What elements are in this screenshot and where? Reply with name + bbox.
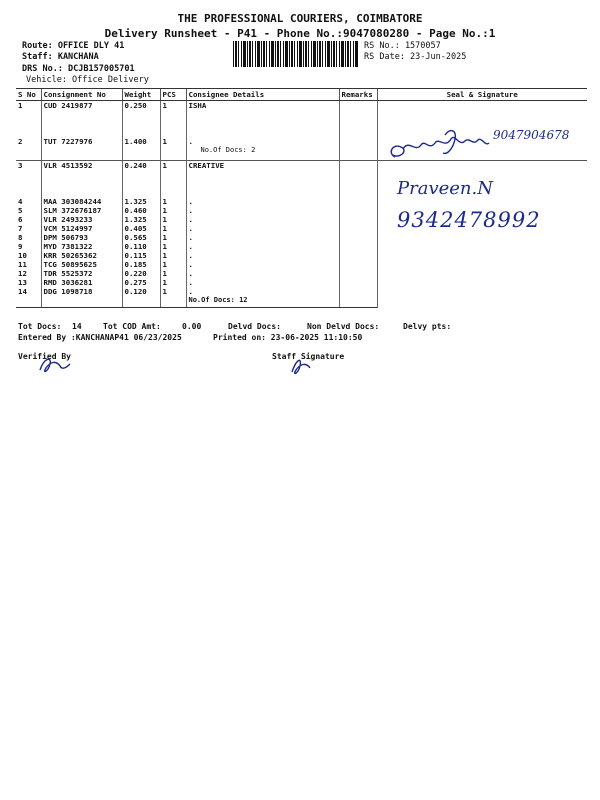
cell-weight: 0.250 <box>122 101 160 137</box>
table-row: 9 MYD 7381322 0.110 1 . <box>16 242 587 251</box>
cell-sno: 2 <box>18 136 23 146</box>
table-row: 12 TDR 5525372 0.220 1 . <box>16 269 587 278</box>
table-row <box>16 161 587 197</box>
tot-docs-value: 14 <box>72 322 82 331</box>
delvd-docs: Delvd Docs: <box>228 322 281 331</box>
verified-by-label: Verified By <box>18 352 71 361</box>
runsheet-title: Delivery Runsheet - P41 - Phone No.:9047080280 - Page No.:1 <box>104 27 496 40</box>
tot-cod-value: 0.00 <box>182 322 202 331</box>
table-row: 14 DDG 1098718 0.120 1 . <box>16 287 587 296</box>
cell-sno: 3 <box>16 161 41 197</box>
cell-remarks <box>339 161 377 197</box>
vehicle-label: Vehicle: Office Delivery <box>26 75 149 85</box>
table-row: 5 SLM 372676187 0.460 1 . <box>16 206 587 215</box>
cell-consignment: CUD 2419877 <box>41 101 122 137</box>
barcode <box>233 41 358 67</box>
non-delvd-docs: Non Delvd Docs: <box>307 322 380 331</box>
cell-pcs: 1 <box>160 101 186 137</box>
runsheet-table <box>16 88 587 308</box>
cell-pcs: 1 <box>160 137 186 161</box>
tot-cod-label: Tot COD Amt: <box>103 322 161 331</box>
cell-consignment: TUT 7227976 <box>41 137 122 161</box>
rs-number: RS No.: 1570057 <box>364 41 441 51</box>
table-row: 7 VCM 5124997 0.405 1 . <box>16 224 587 233</box>
col-weight: Weight <box>122 89 160 101</box>
table-row: 6 VLR 2493233 1.325 1 . <box>16 215 587 224</box>
cell-details: CREATIVE <box>186 161 339 197</box>
docs-count: No.Of Docs: 2 <box>200 145 256 154</box>
col-sno: S No <box>16 89 41 101</box>
signature-handwriting-1 <box>385 125 585 165</box>
table-row: 4 MAA 303084244 1.325 1 . <box>16 197 587 206</box>
verified-signature <box>34 354 74 376</box>
handwritten-phone-2: 9342478992 <box>397 208 541 232</box>
cell-weight: 1.400 <box>122 137 160 161</box>
company-title: THE PROFESSIONAL COURIERS, COIMBATORE <box>177 12 423 25</box>
cell-consignment: VLR 4513592 <box>41 161 122 197</box>
table-header <box>16 89 587 101</box>
staff-signature-label: Staff Signature <box>272 352 345 361</box>
printed-on: Printed on: 23-06-2025 11:10:50 <box>213 333 363 342</box>
cell-remarks <box>339 137 377 161</box>
staff-label: Staff: KANCHANA <box>22 52 99 62</box>
docs-count: No.Of Docs: 12 <box>186 296 339 308</box>
cell-weight: 0.240 <box>122 161 160 197</box>
entered-by: Entered By :KANCHANAP41 06/23/2025 <box>18 333 182 342</box>
handwritten-phone-1: 9047904678 <box>493 128 570 142</box>
handwritten-name: Praveen.N <box>397 178 493 199</box>
rs-date: RS Date: 23-Jun-2025 <box>364 52 467 62</box>
cell-remarks <box>339 101 377 137</box>
cell-details: . No.Of Docs: 2 <box>186 137 339 161</box>
delvy-pts: Delvy pts: <box>403 322 452 331</box>
table-row: 13 RMD 3036281 0.275 1 . <box>16 278 587 287</box>
route-label: Route: OFFICE DLY 41 <box>22 41 125 51</box>
col-seal: Seal & Signature <box>377 89 587 101</box>
col-consignment: Consignment No <box>41 89 122 101</box>
col-remarks: Remarks <box>339 89 377 101</box>
drs-number: DRS No.: DCJB157005701 <box>22 64 135 74</box>
table-row: 8 DPM 506793 0.565 1 . <box>16 233 587 242</box>
table-row: 11 TCG 50895625 0.185 1 . <box>16 260 587 269</box>
col-consignee: Consignee Details <box>186 89 339 101</box>
cell-pcs: 1 <box>160 161 186 197</box>
tot-docs-label: Tot Docs: <box>18 322 62 331</box>
cell-sno: 1 <box>18 101 23 110</box>
staff-signature-mark <box>286 354 316 378</box>
cell-details: ISHA <box>186 101 339 137</box>
col-pcs: PCS <box>160 89 186 101</box>
table-row: 10 KRR 50265362 0.115 1 . <box>16 251 587 260</box>
